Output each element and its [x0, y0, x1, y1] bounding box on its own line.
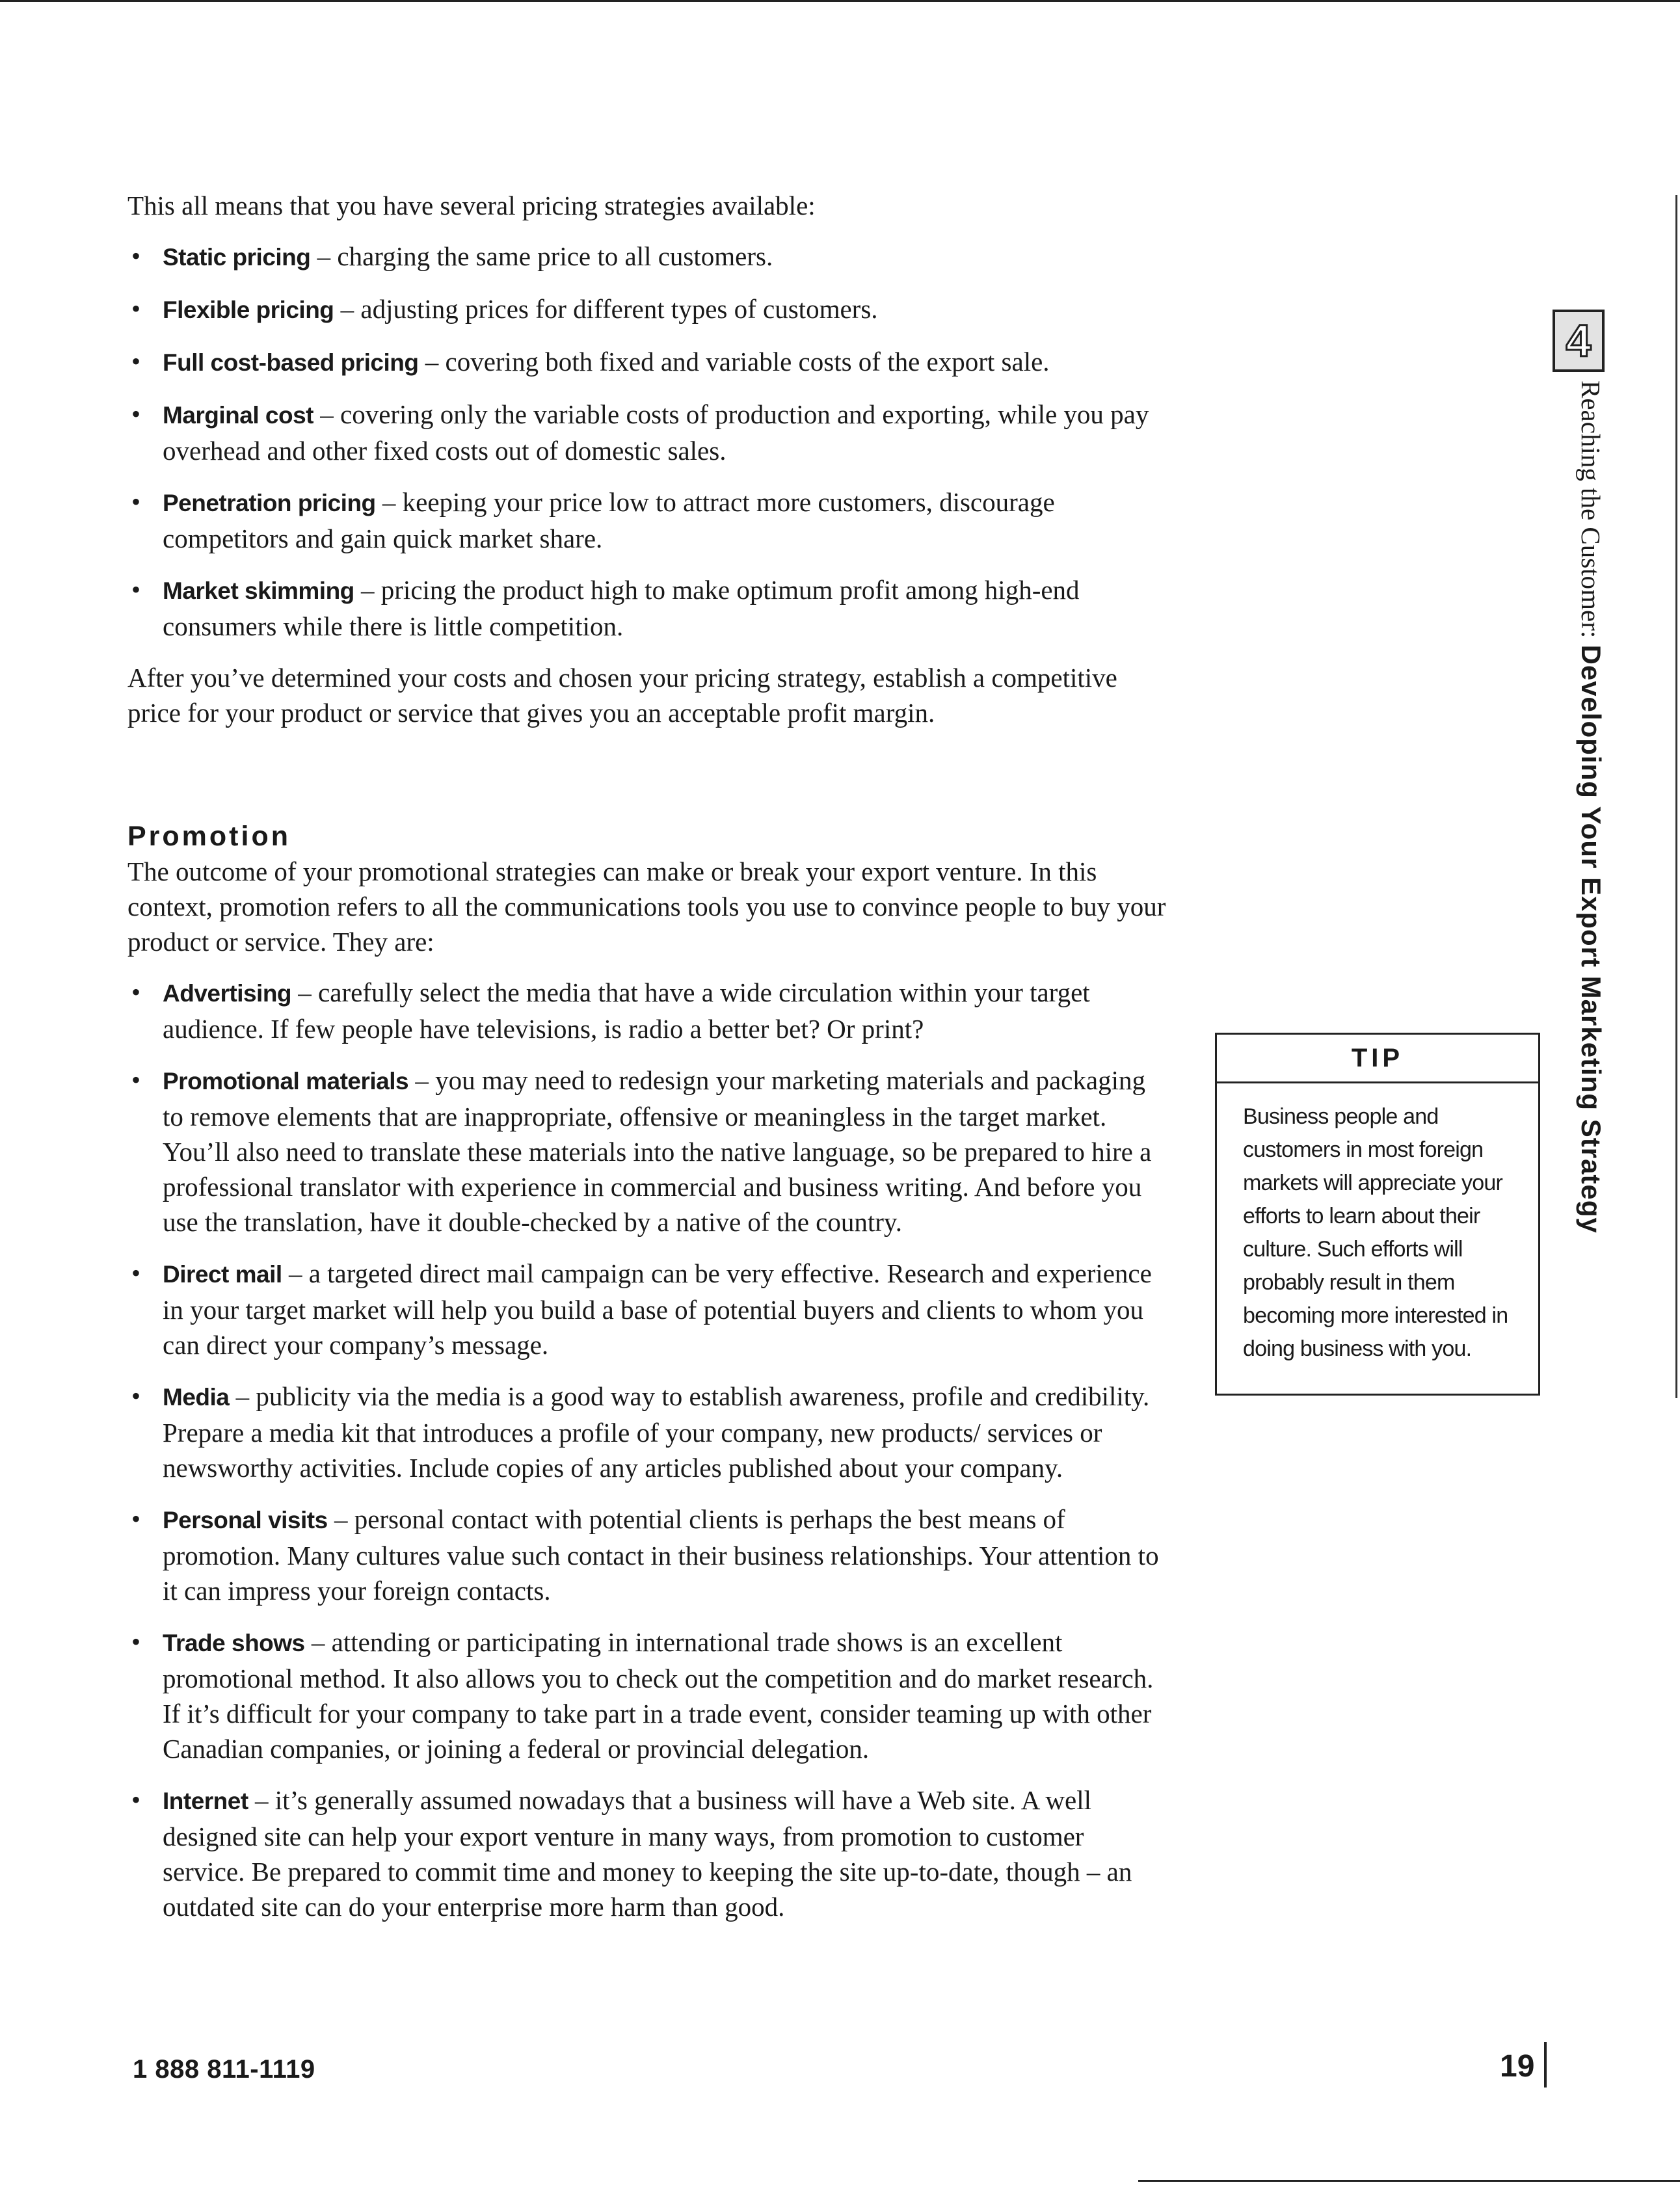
list-item	[127, 239, 1168, 275]
promotion-tools-list	[127, 975, 1168, 1924]
list-item	[127, 572, 1168, 644]
chapter-title-main: Developing Your Export Marketing Strategy	[1576, 644, 1607, 1234]
list-item	[127, 975, 1168, 1046]
term: Promotional materials	[163, 1068, 409, 1094]
definition: – covering both fixed and variable costs of the export sale.	[418, 347, 1050, 377]
term: Flexible pricing	[163, 297, 334, 323]
definition: – covering only the variable costs of production and exporting, while you pay overhead and other fixed costs out of domestic sales.	[163, 399, 1149, 466]
pricing-strategies-list	[127, 239, 1168, 644]
term: Advertising	[163, 980, 292, 1007]
promotion-intro: The outcome of your promotional strategies can make or break your export venture. In this context, promotion refers to all the communications tools you use to convince people to buy your product or service. They are:	[127, 856, 1166, 957]
definition: – publicity via the media is a good way to establish awareness, profile and credibility. Prepare a media kit that introduces a profile of your company, new products/ services or newsworthy activities. Include copies of any articles published about your company.	[163, 1381, 1150, 1483]
page-number-rule	[1544, 2042, 1547, 2088]
term: Media	[163, 1384, 230, 1411]
definition: – charging the same price to all customers.	[310, 241, 773, 271]
definition: – adjusting prices for different types of customers.	[334, 294, 878, 324]
definition: – personal contact with potential clients is perhaps the best means of promotion. Many cultures value such contact in their business relationships. Your attention to it can impress your foreign contacts.	[163, 1504, 1159, 1606]
definition: – you may need to redesign your marketing materials and packaging to remove elements that are inappropriate, offensive or meaningless in the target market. You’ll also need to translate these materials into the native language, so be prepared to hire a professional translator with experience in commercial and business writing. And before you use the translation, have it double-checked by a native of the country.	[163, 1065, 1152, 1237]
list-item	[127, 1624, 1168, 1766]
running-chapter-title	[1575, 380, 1607, 1234]
term: Personal visits	[163, 1507, 328, 1533]
list-item	[127, 1256, 1168, 1362]
definition: – a targeted direct mail campaign can be very effective. Research and experience in your target market will help you build a base of potential buyers and clients to whom you can direct your company’s message.	[163, 1258, 1152, 1360]
chapter-tab	[1553, 310, 1605, 372]
footer-phone: 1 888 811-1119	[133, 2055, 315, 2084]
chapter-title-prefix: Reaching the Customer:	[1576, 380, 1606, 645]
definition: – attending or participating in international trade shows is an excellent promotional method. It also allows you to check out the competition and do market research. If it’s difficult for your company to take part in a trade event, consider teaming up with other Canadian companies, or joining a federal or provincial delegation.	[163, 1627, 1154, 1764]
list-item	[127, 1063, 1168, 1239]
definition: – it’s generally assumed nowadays that a business will have a Web site. A well designed site can help your export venture in many ways, from promotion to customer service. Be prepared to commit time and money to keeping the site up-to-date, though – an outdated site can do your enterprise more harm than good.	[163, 1785, 1132, 1922]
term: Trade shows	[163, 1630, 305, 1656]
bottom-border	[1138, 2180, 1680, 2182]
list-item	[127, 1502, 1168, 1608]
list-item	[127, 1783, 1168, 1924]
list-item	[127, 397, 1168, 468]
tip-box	[1215, 1033, 1540, 1396]
section-heading-promotion: Promotion	[127, 821, 291, 852]
term: Marginal cost	[163, 402, 313, 429]
definition: – pricing the product high to make optimum profit among high-end consumers while there is little competition.	[163, 575, 1080, 641]
definition: – carefully select the media that have a wide circulation within your target audience. If few people have televisions, is radio a better bet? Or print?	[163, 977, 1090, 1044]
page-number: 19	[1500, 2049, 1535, 2084]
list-item	[127, 484, 1168, 556]
right-edge-line	[1675, 195, 1677, 1398]
term: Internet	[163, 1788, 248, 1814]
term: Market skimming	[163, 577, 354, 604]
tip-heading: TIP	[1217, 1035, 1538, 1083]
chapter-number: 4	[1566, 315, 1592, 366]
pricing-conclusion: After you’ve determined your costs and chosen your pricing strategy, establish a competitive price for your product or service that gives you an acceptable profit margin.	[127, 663, 1117, 728]
term: Penetration pricing	[163, 490, 376, 516]
main-content	[127, 179, 1168, 1941]
term: Full cost-based pricing	[163, 349, 419, 376]
list-item	[127, 291, 1168, 328]
list-item	[127, 344, 1168, 380]
pricing-intro: This all means that you have several pricing strategies available:	[127, 191, 816, 220]
term: Direct mail	[163, 1261, 282, 1288]
definition: – keeping your price low to attract more customers, discourage competitors and gain quick market share.	[163, 487, 1055, 553]
term: Static pricing	[163, 244, 311, 271]
tip-body: Business people and customers in most foreign markets will appreciate your efforts to learn about their culture. Such efforts will probably result in them becoming more interested in doing business with you.	[1243, 1104, 1508, 1361]
top-border	[0, 0, 1680, 2]
list-item	[127, 1379, 1168, 1485]
